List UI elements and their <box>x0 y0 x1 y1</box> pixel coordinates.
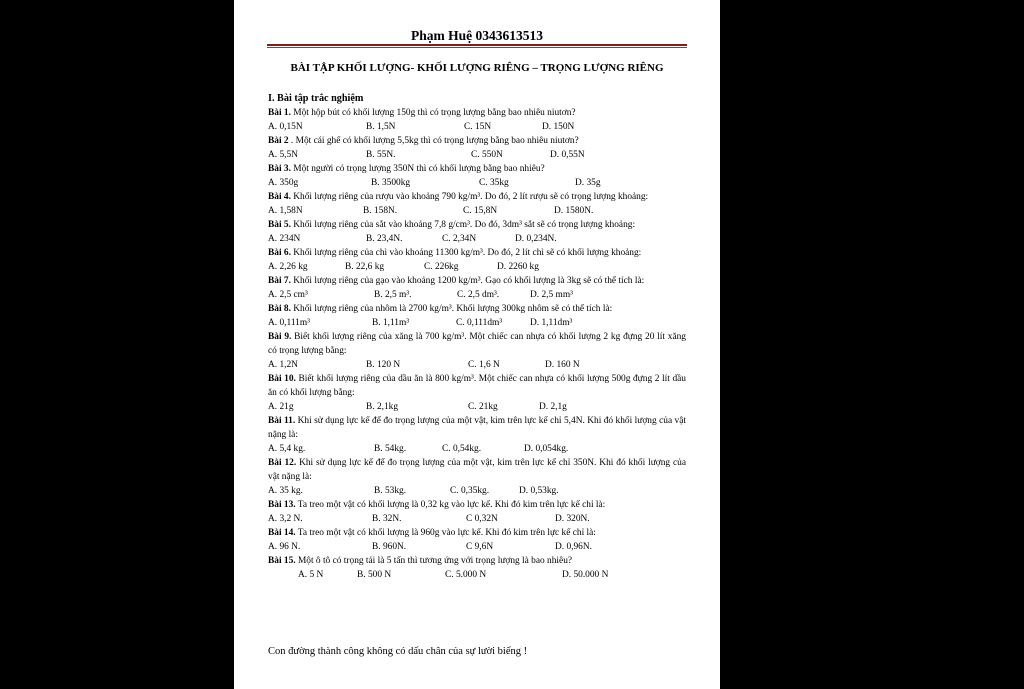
header-rule <box>267 44 687 46</box>
question-label: Bài 15. <box>268 556 296 566</box>
document-page <box>234 0 720 689</box>
answer-option: D. 1,11dm³ <box>530 318 573 328</box>
question-label: Bài 7. <box>268 276 291 286</box>
answer-option: C. 35kg <box>479 178 509 188</box>
answer-option: C. 15,8N <box>463 206 498 216</box>
answer-option: C. 21kg <box>468 402 498 412</box>
answer-option: C. 0,54kg. <box>442 444 482 454</box>
question-label: Bài 9. <box>268 332 292 342</box>
question-text: Bài 4. Khối lượng riêng của rượu vào khoảng 790 kg/m³. Do đó, 2 lít rượu sẽ có trọng lượng khoảng: <box>268 192 649 202</box>
answer-option: D. 150N <box>542 122 575 132</box>
answer-option: D. 1580N. <box>554 206 594 216</box>
answer-option: D. 0,234N. <box>515 234 557 244</box>
answer-option: D. 0,96N. <box>555 542 592 552</box>
question-text: Bài 8. Khối lượng riêng của nhôm là 2700 kg/m³. Khối lượng 300kg nhôm sẽ có thể tích là: <box>268 304 613 314</box>
answer-option: A. 2,26 kg <box>268 262 308 272</box>
answer-option: C. 2,5 dm³. <box>457 290 500 300</box>
answer-option: B. 32N. <box>372 514 402 524</box>
answer-options <box>268 148 686 162</box>
question-text: Bài 14. Ta treo một vật có khối lượng là 960g vào lực kế. Khi đó kim trên lực kế chỉ là: <box>268 528 596 538</box>
answer-options <box>268 484 686 498</box>
answer-option: B. 1,5N <box>366 122 396 132</box>
question-label: Bài 6. <box>268 248 291 258</box>
answer-options <box>268 512 686 526</box>
answer-option: B. 23,4N. <box>366 234 403 244</box>
answer-option: B. 960N. <box>372 542 407 552</box>
answer-options <box>268 120 686 134</box>
answer-option: C. 5.000 N <box>445 570 487 580</box>
question-text: Bài 9. Biết khối lượng riêng của xăng là 700 kg/m³. Một chiếc can nhựa có khối lượng 2 kg đựng 20 lít xăng có trọng lượng bằng: <box>268 332 686 356</box>
answer-option: A. 2,5 cm³ <box>268 290 308 300</box>
answer-option: D. 2,1g <box>539 402 567 412</box>
answer-option: B. 55N. <box>366 150 396 160</box>
question-text: Bài 2 . Một cái ghế có khối lượng 5,5kg thì có trọng lượng bằng bao nhiêu niutơn? <box>268 136 579 146</box>
question-label: Bài 10. <box>268 374 296 384</box>
answer-option: B. 2,1kg <box>366 402 399 412</box>
answer-option: C. 0,35kg. <box>450 486 490 496</box>
answer-options <box>268 540 686 554</box>
answer-option: D. 0,054kg. <box>524 444 569 454</box>
answer-option: A. 35 kg. <box>268 486 303 496</box>
footer-quote: Con đường thành công không có dấu chân của sự lười biếng ! <box>268 646 528 657</box>
answer-option: A. 21g <box>268 402 294 412</box>
answer-option: A. 96 N. <box>268 542 301 552</box>
answer-option: D. 0,55N <box>550 150 585 160</box>
answer-option: B. 54kg. <box>374 444 407 454</box>
answer-options <box>268 400 686 414</box>
answer-option: D. 2,5 mm³ <box>530 290 573 300</box>
answer-option: D. 50.000 N <box>562 570 609 580</box>
answer-option: D. 320N. <box>555 514 590 524</box>
answer-option: C. 1,6 N <box>468 360 500 370</box>
answer-option: C. 0,111dm³ <box>456 318 503 328</box>
answer-option: C 9,6N <box>466 542 494 552</box>
exercise-list <box>268 92 686 582</box>
answer-options <box>268 176 686 190</box>
question-label: Bài 8. <box>268 304 291 314</box>
answer-option: C. 226kg <box>424 262 459 272</box>
answer-option: A. 5 N <box>298 570 324 580</box>
question-label: Bài 14. <box>268 528 296 538</box>
answer-options <box>268 204 686 218</box>
question-label: Bài 12. <box>268 458 297 468</box>
header-rule-thin <box>267 47 687 48</box>
question-label: Bài 3. <box>268 164 291 174</box>
question-text: Bài 15. Một ô tô có trọng tải là 5 tấn thì tương ứng với trọng lượng là bao nhiêu? <box>268 556 573 566</box>
section-title: I. Bài tập trắc nghiệm <box>268 93 364 104</box>
question-label: Bài 1. <box>268 108 291 118</box>
answer-option: D. 0,53kg. <box>519 486 559 496</box>
answer-options <box>268 442 686 456</box>
question-text: Bài 7. Khối lượng riêng của gạo vào khoảng 1200 kg/m³. Gạo có khối lượng là 3kg sẽ có thể tích là: <box>268 276 645 286</box>
question-text: Bài 11. Khi sử dụng lực kế để đo trọng lượng của một vật, kim trên lực kế chỉ 5,4N. Khi đó khối lượng của vật nặng là: <box>268 416 686 440</box>
question-text: Bài 12. Khi sử dụng lực kế để đo trọng lượng của một vật, kim trên lực kế chỉ 350N. Khi đó khối lượng của vật nặng là: <box>268 458 687 482</box>
answer-options <box>268 260 686 274</box>
question-text: Bài 10. Biết khối lượng riêng của dầu ăn là 800 kg/m³. Một chiếc can nhựa có khối lượng 500g đựng 2 lít dầu ăn có khối lượng bằng: <box>268 374 686 398</box>
answer-option: B. 1,11m³ <box>372 318 410 328</box>
answer-option: B. 22,6 kg <box>345 262 385 272</box>
answer-option: B. 120 N <box>366 360 401 370</box>
answer-option: B. 158N. <box>363 206 398 216</box>
answer-option: D. 2260 kg <box>497 262 539 272</box>
question-text: Bài 13. Ta treo một vật có khối lượng là 0,32 kg vào lực kế. Khi đó kim trên lực kế chỉ là: <box>268 500 606 510</box>
answer-options <box>268 316 686 330</box>
answer-option: A. 350g <box>268 178 299 188</box>
question-label: Bài 4. <box>268 192 291 202</box>
answer-option: A. 0,15N <box>268 122 303 132</box>
answer-options <box>268 232 686 246</box>
answer-option: A. 5,5N <box>268 150 298 160</box>
answer-option: C. 550N <box>471 150 503 160</box>
answer-option: B. 500 N <box>357 570 392 580</box>
answer-option: B. 3500kg <box>371 178 411 188</box>
question-label: Bài 11. <box>268 416 296 426</box>
question-label: Bài 2 <box>268 136 289 146</box>
question-text: Bài 1. Một hộp bút có khối lượng 150g thì có trọng lượng bằng bao nhiêu niutơn? <box>268 108 576 118</box>
document-title: BÀI TẬP KHỐI LƯỢNG- KHỐI LƯỢNG RIÊNG – TRỌNG LƯỢNG RIÊNG <box>290 62 664 74</box>
answer-option: A. 5,4 kg. <box>268 444 306 454</box>
answer-options <box>268 288 686 302</box>
answer-option: B. 53kg. <box>374 486 407 496</box>
answer-option: A. 3,2 N. <box>268 514 303 524</box>
question-label: Bài 13. <box>268 500 296 510</box>
answer-option: A. 1,2N <box>268 360 298 370</box>
answer-option: B. 2,5 m³. <box>374 290 412 300</box>
answer-option: D. 35g <box>575 178 601 188</box>
answer-option: A. 1,58N <box>268 206 303 216</box>
answer-options <box>268 568 686 582</box>
answer-option: C. 2,34N <box>442 234 477 244</box>
questions-container <box>268 106 686 582</box>
answer-option: A. 234N <box>268 234 301 244</box>
author-header: Phạm Huệ 0343613513 <box>410 28 543 43</box>
answer-option: C. 15N <box>464 122 492 132</box>
answer-options <box>268 358 686 372</box>
question-text: Bài 5. Khối lượng riêng của sắt vào khoảng 7,8 g/cm³. Do đó, 3dm³ sắt sẽ có trọng lượng khoảng: <box>268 220 636 230</box>
question-text: Bài 6. Khối lượng riêng của chì vào khoảng 11300 kg/m³. Do đó, 2 lít chì sẽ có khối lượng khoảng: <box>268 248 642 258</box>
answer-option: A. 0,111m³ <box>268 318 310 328</box>
answer-option: C 0,32N <box>466 514 498 524</box>
question-text: Bài 3. Một người có trọng lượng 350N thì có khối lượng bằng bao nhiêu? <box>268 164 545 174</box>
answer-option: D. 160 N <box>545 360 580 370</box>
question-label: Bài 5. <box>268 220 291 230</box>
